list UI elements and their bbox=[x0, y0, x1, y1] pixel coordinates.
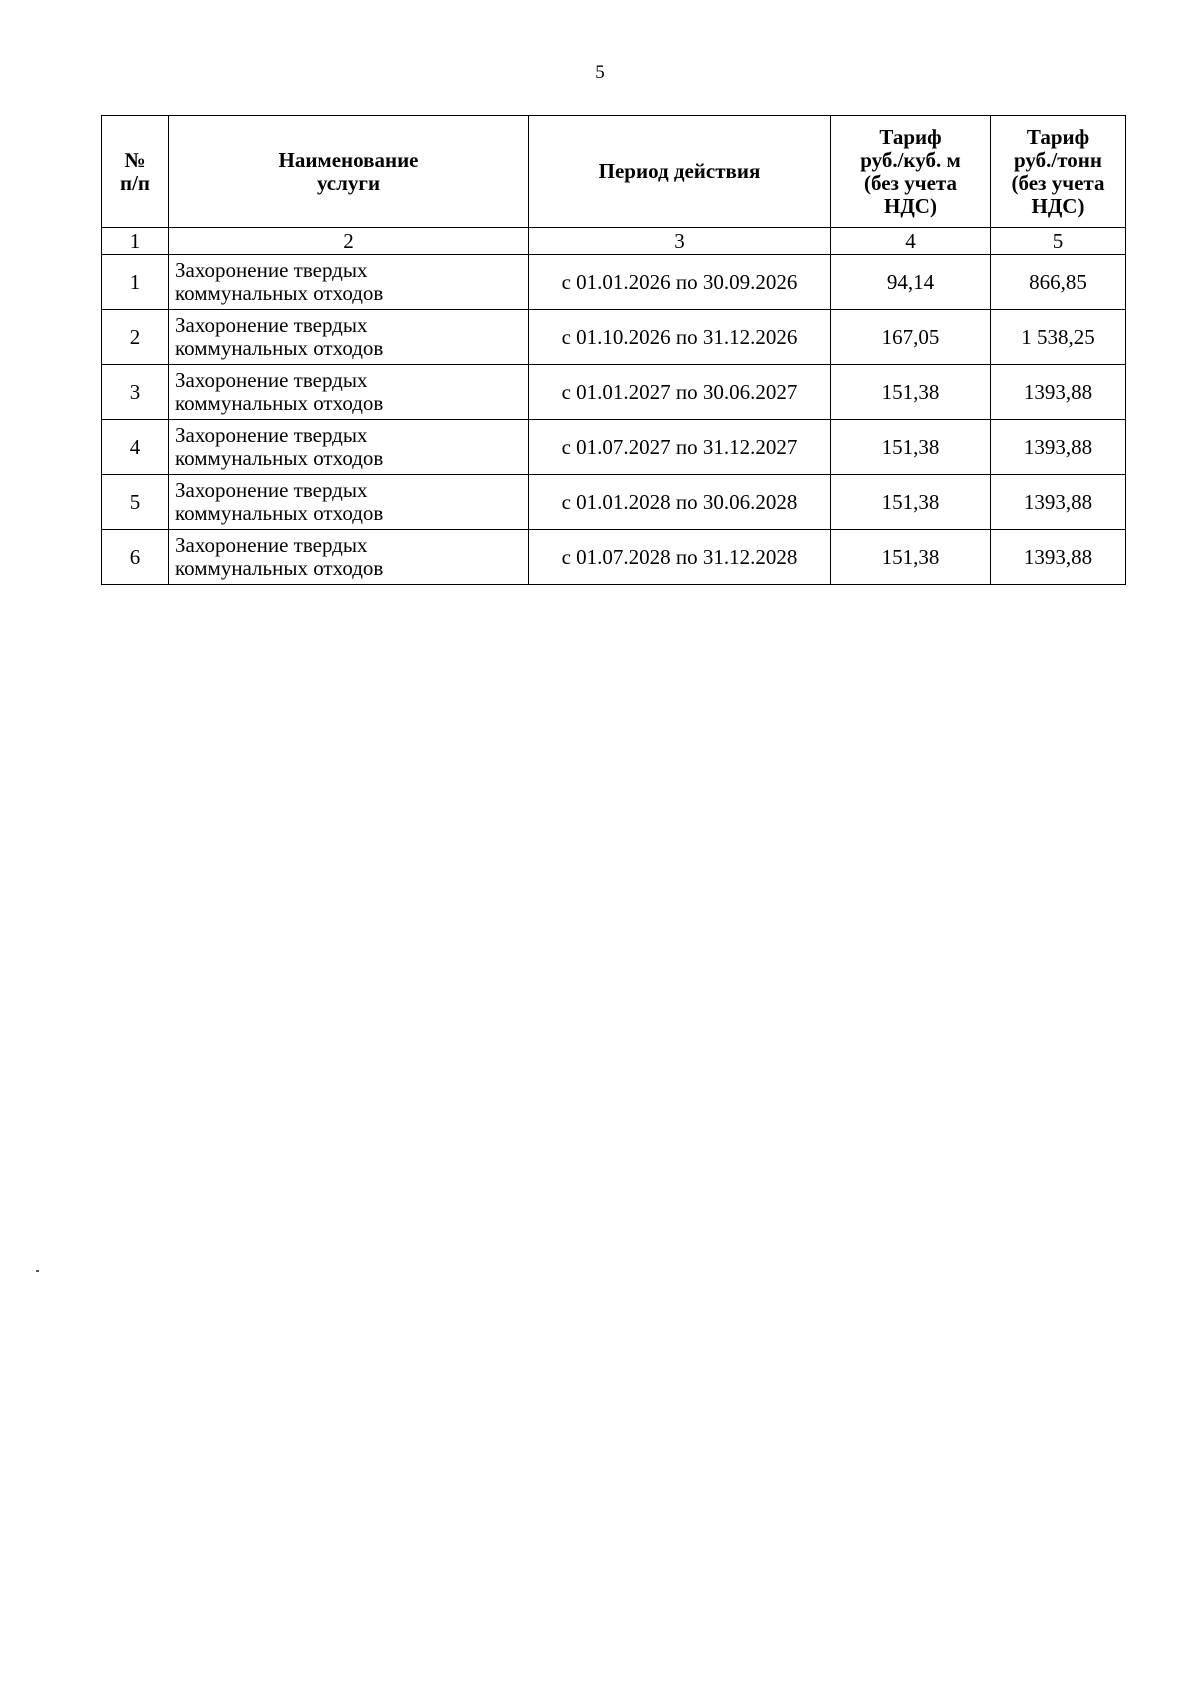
service-name-line2: коммунальных отходов bbox=[175, 501, 384, 525]
table-row bbox=[102, 310, 1126, 365]
tariff-cube: 94,14 bbox=[831, 255, 991, 310]
service-name-line2: коммунальных отходов bbox=[175, 556, 384, 580]
service-name-line2: коммунальных отходов bbox=[175, 336, 384, 360]
tariff-ton: 1393,88 bbox=[991, 365, 1126, 420]
tariff-cube: 151,38 bbox=[831, 475, 991, 530]
column-number: 1 bbox=[102, 228, 169, 255]
tariff-ton: 866,85 bbox=[991, 255, 1126, 310]
validity-period: с 01.01.2028 по 30.06.2028 bbox=[529, 475, 831, 530]
validity-period: с 01.01.2027 по 30.06.2027 bbox=[529, 365, 831, 420]
validity-period: с 01.01.2026 по 30.09.2026 bbox=[529, 255, 831, 310]
row-number: 2 bbox=[102, 310, 169, 365]
tariff-cube: 151,38 bbox=[831, 530, 991, 585]
service-name bbox=[169, 310, 529, 365]
service-name bbox=[169, 255, 529, 310]
service-name bbox=[169, 475, 529, 530]
row-number: 3 bbox=[102, 365, 169, 420]
tariff-table bbox=[101, 115, 1126, 585]
validity-period: с 01.10.2026 по 31.12.2026 bbox=[529, 310, 831, 365]
column-number: 3 bbox=[529, 228, 831, 255]
validity-period: с 01.07.2028 по 31.12.2028 bbox=[529, 530, 831, 585]
tariff-ton: 1 538,25 bbox=[991, 310, 1126, 365]
table-row bbox=[102, 255, 1126, 310]
row-number: 4 bbox=[102, 420, 169, 475]
table-header-row bbox=[102, 116, 1126, 228]
service-name-line1: Захоронение твердых bbox=[175, 313, 368, 337]
service-name-line1: Захоронение твердых bbox=[175, 533, 368, 557]
tariff-cube: 167,05 bbox=[831, 310, 991, 365]
column-number: 2 bbox=[169, 228, 529, 255]
page-number: 5 bbox=[595, 62, 605, 83]
service-name-line2: коммунальных отходов bbox=[175, 446, 384, 470]
service-name bbox=[169, 420, 529, 475]
header-name: Наименование услуги bbox=[169, 116, 529, 228]
tariff-cube: 151,38 bbox=[831, 420, 991, 475]
service-name-line1: Захоронение твердых bbox=[175, 478, 368, 502]
column-number-row bbox=[102, 228, 1126, 255]
header-num: № п/п bbox=[102, 116, 169, 228]
validity-period: с 01.07.2027 по 31.12.2027 bbox=[529, 420, 831, 475]
service-name-line1: Захоронение твердых bbox=[175, 423, 368, 447]
header-tariff-cube: Тариф руб./куб. м (без учета НДС) bbox=[831, 116, 991, 228]
service-name-line2: коммунальных отходов bbox=[175, 281, 384, 305]
service-name-line1: Захоронение твердых bbox=[175, 368, 368, 392]
service-name bbox=[169, 530, 529, 585]
column-number: 5 bbox=[991, 228, 1126, 255]
tariff-ton: 1393,88 bbox=[991, 475, 1126, 530]
service-name bbox=[169, 365, 529, 420]
header-period: Период действия bbox=[529, 116, 831, 228]
tariff-ton: 1393,88 bbox=[991, 530, 1126, 585]
service-name-line1: Захоронение твердых bbox=[175, 258, 368, 282]
tariff-ton: 1393,88 bbox=[991, 420, 1126, 475]
tariff-cube: 151,38 bbox=[831, 365, 991, 420]
scan-speck bbox=[36, 1270, 39, 1272]
column-number: 4 bbox=[831, 228, 991, 255]
row-number: 6 bbox=[102, 530, 169, 585]
row-number: 5 bbox=[102, 475, 169, 530]
table-row bbox=[102, 530, 1126, 585]
service-name-line2: коммунальных отходов bbox=[175, 391, 384, 415]
table-row bbox=[102, 420, 1126, 475]
header-tariff-ton: Тариф руб./тонн (без учета НДС) bbox=[991, 116, 1126, 228]
row-number: 1 bbox=[102, 255, 169, 310]
table-row bbox=[102, 365, 1126, 420]
table-row bbox=[102, 475, 1126, 530]
